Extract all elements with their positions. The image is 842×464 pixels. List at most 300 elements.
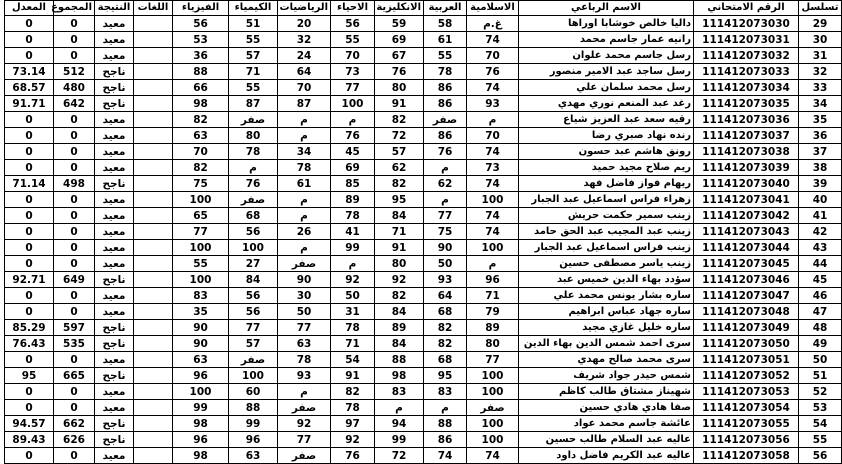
cell-average: 0: [5, 240, 54, 256]
cell-arabic: صفر: [424, 112, 467, 128]
cell-result: ناجح: [95, 96, 134, 112]
cell-math: 78: [278, 352, 331, 368]
cell-math: 78: [278, 160, 331, 176]
header-col-arabic: العربية: [424, 1, 467, 16]
cell-full-name: رسل محمد سلمان علي: [519, 80, 694, 96]
cell-physics: 88: [173, 64, 229, 80]
cell-exam-number: 111412073037: [694, 128, 799, 144]
cell-serial: 32: [799, 64, 842, 80]
header-row: [5, 1, 842, 16]
cell-chemistry: 55: [229, 32, 278, 48]
cell-languages: [134, 304, 173, 320]
cell-exam-number: 111412073052: [694, 368, 799, 384]
cell-biology: 89: [331, 192, 375, 208]
cell-languages: [134, 384, 173, 400]
cell-math: م: [278, 208, 331, 224]
cell-full-name: داليا خالص خوشابا اوراها: [519, 16, 694, 32]
cell-chemistry: 99: [229, 416, 278, 432]
cell-islamic: م: [467, 256, 519, 272]
cell-total: 0: [54, 112, 95, 128]
cell-biology: 45: [331, 144, 375, 160]
cell-islamic: 100: [467, 384, 519, 400]
cell-result: ناجح: [95, 368, 134, 384]
cell-english: 72: [375, 128, 424, 144]
table-row: [5, 400, 842, 416]
cell-average: 0: [5, 144, 54, 160]
cell-total: 0: [54, 144, 95, 160]
cell-biology: 50: [331, 288, 375, 304]
table-row: [5, 32, 842, 48]
cell-full-name: زينب فراس اسماعيل عبد الجبار: [519, 240, 694, 256]
cell-exam-number: 111412073041: [694, 192, 799, 208]
cell-languages: [134, 256, 173, 272]
table-row: [5, 80, 842, 96]
cell-full-name: عاليه عبد الكريم فاضل داود: [519, 448, 694, 464]
cell-exam-number: 111412073036: [694, 112, 799, 128]
header-col-math: الرياضيات: [278, 1, 331, 16]
cell-languages: [134, 368, 173, 384]
cell-physics: 100: [173, 240, 229, 256]
cell-physics: 100: [173, 384, 229, 400]
cell-languages: [134, 96, 173, 112]
cell-full-name: ريم صلاح مجيد حميد: [519, 160, 694, 176]
cell-islamic: 89: [467, 320, 519, 336]
cell-arabic: 61: [424, 32, 467, 48]
cell-chemistry: 56: [229, 224, 278, 240]
cell-chemistry: 56: [229, 304, 278, 320]
cell-full-name: زينب عبد المجيب عبد الحق حامد: [519, 224, 694, 240]
table-row: [5, 304, 842, 320]
cell-full-name: زينب ياسر مصطفى حسين: [519, 256, 694, 272]
cell-total: 0: [54, 16, 95, 32]
cell-average: 0: [5, 448, 54, 464]
cell-math: 32: [278, 32, 331, 48]
table-row: [5, 368, 842, 384]
cell-math: 87: [278, 96, 331, 112]
header-col-islamic: الاسلامية: [467, 1, 519, 16]
cell-result: معيد: [95, 160, 134, 176]
header-col-biology: الاحياء: [331, 1, 375, 16]
cell-serial: 40: [799, 192, 842, 208]
cell-biology: 78: [331, 208, 375, 224]
cell-islamic: 74: [467, 224, 519, 240]
cell-chemistry: 76: [229, 176, 278, 192]
cell-english: 88: [375, 352, 424, 368]
cell-full-name: سرى احمد شمس الدين بهاء الدين: [519, 336, 694, 352]
cell-math: م: [278, 128, 331, 144]
table-row: [5, 240, 842, 256]
cell-total: 0: [54, 256, 95, 272]
header-col-serial: تسلسل: [799, 1, 842, 16]
cell-biology: 100: [331, 96, 375, 112]
cell-biology: 76: [331, 128, 375, 144]
cell-total: 0: [54, 208, 95, 224]
cell-exam-number: 111412073042: [694, 208, 799, 224]
cell-islamic: 93: [467, 96, 519, 112]
cell-languages: [134, 160, 173, 176]
table-row: [5, 208, 842, 224]
cell-islamic: 74: [467, 176, 519, 192]
cell-result: ناجح: [95, 432, 134, 448]
cell-full-name: زينب سمير حكمت حريش: [519, 208, 694, 224]
cell-english: 91: [375, 240, 424, 256]
cell-result: معيد: [95, 144, 134, 160]
cell-physics: 83: [173, 288, 229, 304]
cell-islamic: 74: [467, 80, 519, 96]
table-row: [5, 96, 842, 112]
cell-physics: 98: [173, 416, 229, 432]
cell-result: معيد: [95, 112, 134, 128]
cell-physics: 82: [173, 160, 229, 176]
cell-full-name: عاليه عبد السلام طالب حسين: [519, 432, 694, 448]
cell-english: م: [375, 400, 424, 416]
cell-average: 68.57: [5, 80, 54, 96]
cell-biology: 82: [331, 384, 375, 400]
cell-total: 498: [54, 176, 95, 192]
cell-chemistry: 56: [229, 288, 278, 304]
cell-exam-number: 111412073047: [694, 288, 799, 304]
cell-exam-number: 111412073049: [694, 320, 799, 336]
table-row: [5, 336, 842, 352]
cell-chemistry: 88: [229, 400, 278, 416]
cell-biology: 85: [331, 176, 375, 192]
cell-average: 91.71: [5, 96, 54, 112]
cell-serial: 36: [799, 128, 842, 144]
cell-full-name: عائشة جاسم محمد عواد: [519, 416, 694, 432]
cell-average: 76.43: [5, 336, 54, 352]
cell-languages: [134, 432, 173, 448]
cell-biology: 55: [331, 32, 375, 48]
cell-average: 85.29: [5, 320, 54, 336]
cell-full-name: صفا هادي هادي حسين: [519, 400, 694, 416]
cell-english: 94: [375, 416, 424, 432]
cell-physics: 98: [173, 96, 229, 112]
cell-exam-number: 111412073053: [694, 384, 799, 400]
cell-math: 20: [278, 16, 331, 32]
cell-islamic: 100: [467, 432, 519, 448]
cell-physics: 98: [173, 448, 229, 464]
cell-biology: 92: [331, 432, 375, 448]
cell-arabic: 93: [424, 272, 467, 288]
cell-islamic: غ.م: [467, 16, 519, 32]
cell-full-name: ريهام فواز فاضل فهد: [519, 176, 694, 192]
table-row: [5, 256, 842, 272]
cell-result: معيد: [95, 352, 134, 368]
cell-total: 626: [54, 432, 95, 448]
cell-average: 0: [5, 208, 54, 224]
cell-arabic: 78: [424, 64, 467, 80]
header-col-total: المجموع: [54, 1, 95, 16]
cell-biology: 76: [331, 448, 375, 464]
cell-languages: [134, 272, 173, 288]
cell-exam-number: 111412073040: [694, 176, 799, 192]
cell-islamic: 74: [467, 448, 519, 464]
cell-full-name: ساره جهاد عباس ابراهيم: [519, 304, 694, 320]
cell-islamic: 74: [467, 144, 519, 160]
cell-biology: 70: [331, 48, 375, 64]
cell-result: ناجح: [95, 272, 134, 288]
cell-arabic: 77: [424, 208, 467, 224]
cell-islamic: 100: [467, 192, 519, 208]
cell-languages: [134, 144, 173, 160]
results-table-container: [4, 0, 839, 462]
header-col-full-name: الاسم الرباعي: [519, 1, 694, 16]
cell-physics: 55: [173, 256, 229, 272]
cell-average: 0: [5, 48, 54, 64]
cell-english: 76: [375, 64, 424, 80]
cell-math: م: [278, 384, 331, 400]
cell-total: 480: [54, 80, 95, 96]
cell-serial: 35: [799, 112, 842, 128]
cell-languages: [134, 48, 173, 64]
cell-full-name: سؤدد بهاء الدين خميس عبد: [519, 272, 694, 288]
cell-exam-number: 111412073030: [694, 16, 799, 32]
cell-physics: 35: [173, 304, 229, 320]
cell-chemistry: صفر: [229, 192, 278, 208]
cell-exam-number: 111412073046: [694, 272, 799, 288]
cell-chemistry: 100: [229, 368, 278, 384]
cell-full-name: رقيه سعد عبد العزيز شياع: [519, 112, 694, 128]
cell-full-name: رسل جاسم محمد علوان: [519, 48, 694, 64]
cell-physics: 96: [173, 432, 229, 448]
cell-languages: [134, 80, 173, 96]
cell-exam-number: 111412073044: [694, 240, 799, 256]
cell-full-name: سرى محمد صالح مهدي: [519, 352, 694, 368]
cell-physics: 63: [173, 352, 229, 368]
cell-biology: 99: [331, 240, 375, 256]
cell-arabic: 75: [424, 224, 467, 240]
cell-average: 0: [5, 400, 54, 416]
cell-result: معيد: [95, 128, 134, 144]
cell-english: 69: [375, 32, 424, 48]
cell-arabic: 50: [424, 256, 467, 272]
cell-total: 0: [54, 48, 95, 64]
cell-english: 84: [375, 208, 424, 224]
cell-english: 89: [375, 320, 424, 336]
cell-math: صفر: [278, 448, 331, 464]
cell-serial: 51: [799, 368, 842, 384]
cell-math: 24: [278, 48, 331, 64]
cell-math: 30: [278, 288, 331, 304]
cell-physics: 90: [173, 320, 229, 336]
cell-result: معيد: [95, 448, 134, 464]
cell-average: 0: [5, 352, 54, 368]
cell-average: 0: [5, 128, 54, 144]
cell-arabic: 68: [424, 352, 467, 368]
table-row: [5, 320, 842, 336]
cell-languages: [134, 448, 173, 464]
cell-exam-number: 111412073058: [694, 448, 799, 464]
cell-chemistry: 71: [229, 64, 278, 80]
cell-exam-number: 111412073033: [694, 64, 799, 80]
cell-serial: 43: [799, 240, 842, 256]
cell-biology: 41: [331, 224, 375, 240]
cell-exam-number: 111412073043: [694, 224, 799, 240]
cell-english: 80: [375, 256, 424, 272]
cell-languages: [134, 128, 173, 144]
header-col-exam-number: الرقم الامتحاني: [694, 1, 799, 16]
cell-languages: [134, 400, 173, 416]
cell-chemistry: م: [229, 160, 278, 176]
cell-languages: [134, 208, 173, 224]
cell-chemistry: صفر: [229, 112, 278, 128]
cell-chemistry: 78: [229, 144, 278, 160]
cell-arabic: 55: [424, 48, 467, 64]
cell-full-name: رغد عبد المنعم نوري مهدي: [519, 96, 694, 112]
cell-total: 0: [54, 128, 95, 144]
cell-english: 59: [375, 16, 424, 32]
cell-result: معيد: [95, 208, 134, 224]
cell-arabic: 82: [424, 320, 467, 336]
cell-languages: [134, 320, 173, 336]
cell-islamic: 71: [467, 288, 519, 304]
cell-result: ناجح: [95, 64, 134, 80]
cell-physics: 70: [173, 144, 229, 160]
cell-physics: 100: [173, 272, 229, 288]
cell-total: 0: [54, 304, 95, 320]
cell-exam-number: 111412073054: [694, 400, 799, 416]
cell-total: 649: [54, 272, 95, 288]
cell-serial: 39: [799, 176, 842, 192]
table-row: [5, 16, 842, 32]
cell-math: 50: [278, 304, 331, 320]
table-row: [5, 160, 842, 176]
cell-arabic: 90: [424, 240, 467, 256]
cell-full-name: رونق هاشم عبد حسون: [519, 144, 694, 160]
cell-average: 0: [5, 384, 54, 400]
header-col-result: النتيجة: [95, 1, 134, 16]
cell-total: 0: [54, 224, 95, 240]
cell-islamic: 77: [467, 352, 519, 368]
cell-physics: 63: [173, 128, 229, 144]
cell-arabic: 86: [424, 432, 467, 448]
cell-islamic: صفر: [467, 400, 519, 416]
cell-math: 90: [278, 272, 331, 288]
cell-serial: 50: [799, 352, 842, 368]
cell-chemistry: 55: [229, 80, 278, 96]
cell-languages: [134, 64, 173, 80]
cell-total: 0: [54, 160, 95, 176]
cell-serial: 49: [799, 336, 842, 352]
cell-serial: 46: [799, 288, 842, 304]
table-row: [5, 272, 842, 288]
cell-average: 71.14: [5, 176, 54, 192]
table-row: [5, 144, 842, 160]
cell-full-name: شمس حيدر جواد شريف: [519, 368, 694, 384]
cell-english: 82: [375, 176, 424, 192]
table-header: [5, 1, 842, 16]
cell-islamic: 73: [467, 160, 519, 176]
cell-biology: م: [331, 256, 375, 272]
cell-english: 82: [375, 288, 424, 304]
cell-full-name: رنده نهاد صبري رضا: [519, 128, 694, 144]
cell-languages: [134, 176, 173, 192]
cell-arabic: 74: [424, 448, 467, 464]
cell-serial: 55: [799, 432, 842, 448]
cell-serial: 31: [799, 48, 842, 64]
cell-chemistry: 68: [229, 208, 278, 224]
cell-exam-number: 111412073039: [694, 160, 799, 176]
cell-biology: 91: [331, 368, 375, 384]
table-row: [5, 176, 842, 192]
cell-chemistry: 51: [229, 16, 278, 32]
cell-math: 63: [278, 336, 331, 352]
cell-chemistry: 57: [229, 336, 278, 352]
table-row: [5, 448, 842, 464]
cell-serial: 30: [799, 32, 842, 48]
cell-math: م: [278, 240, 331, 256]
cell-math: 77: [278, 432, 331, 448]
cell-arabic: 86: [424, 80, 467, 96]
cell-physics: 65: [173, 208, 229, 224]
cell-exam-number: 111412073050: [694, 336, 799, 352]
cell-average: 0: [5, 112, 54, 128]
cell-exam-number: 111412073051: [694, 352, 799, 368]
table-body: [5, 16, 842, 464]
cell-english: 84: [375, 336, 424, 352]
cell-chemistry: 96: [229, 432, 278, 448]
cell-result: معيد: [95, 384, 134, 400]
cell-islamic: 74: [467, 32, 519, 48]
cell-average: 0: [5, 32, 54, 48]
cell-math: صفر: [278, 256, 331, 272]
cell-arabic: 86: [424, 128, 467, 144]
cell-english: 92: [375, 272, 424, 288]
cell-languages: [134, 112, 173, 128]
cell-serial: 52: [799, 384, 842, 400]
cell-serial: 29: [799, 16, 842, 32]
cell-physics: 90: [173, 336, 229, 352]
cell-serial: 33: [799, 80, 842, 96]
cell-serial: 38: [799, 160, 842, 176]
cell-result: معيد: [95, 256, 134, 272]
header-col-languages: اللغات: [134, 1, 173, 16]
cell-islamic: 100: [467, 416, 519, 432]
cell-arabic: م: [424, 160, 467, 176]
cell-chemistry: 84: [229, 272, 278, 288]
cell-physics: 100: [173, 192, 229, 208]
cell-english: 80: [375, 80, 424, 96]
cell-full-name: رسل ساجد عبد الامير منصور: [519, 64, 694, 80]
cell-biology: 77: [331, 80, 375, 96]
cell-result: معيد: [95, 304, 134, 320]
cell-chemistry: 63: [229, 448, 278, 464]
table-row: [5, 352, 842, 368]
cell-english: 57: [375, 144, 424, 160]
cell-math: م: [278, 192, 331, 208]
cell-serial: 45: [799, 272, 842, 288]
cell-serial: 44: [799, 256, 842, 272]
cell-exam-number: 111412073045: [694, 256, 799, 272]
cell-math: 70: [278, 80, 331, 96]
cell-chemistry: 27: [229, 256, 278, 272]
cell-biology: م: [331, 112, 375, 128]
cell-arabic: 88: [424, 416, 467, 432]
table-row: [5, 112, 842, 128]
cell-total: 512: [54, 64, 95, 80]
cell-arabic: 76: [424, 144, 467, 160]
cell-chemistry: 100: [229, 240, 278, 256]
table-row: [5, 288, 842, 304]
cell-english: 91: [375, 96, 424, 112]
cell-average: 0: [5, 160, 54, 176]
cell-serial: 41: [799, 208, 842, 224]
cell-exam-number: 111412073032: [694, 48, 799, 64]
cell-serial: 42: [799, 224, 842, 240]
cell-arabic: م: [424, 192, 467, 208]
header-col-average: المعدل: [5, 1, 54, 16]
cell-english: 98: [375, 368, 424, 384]
